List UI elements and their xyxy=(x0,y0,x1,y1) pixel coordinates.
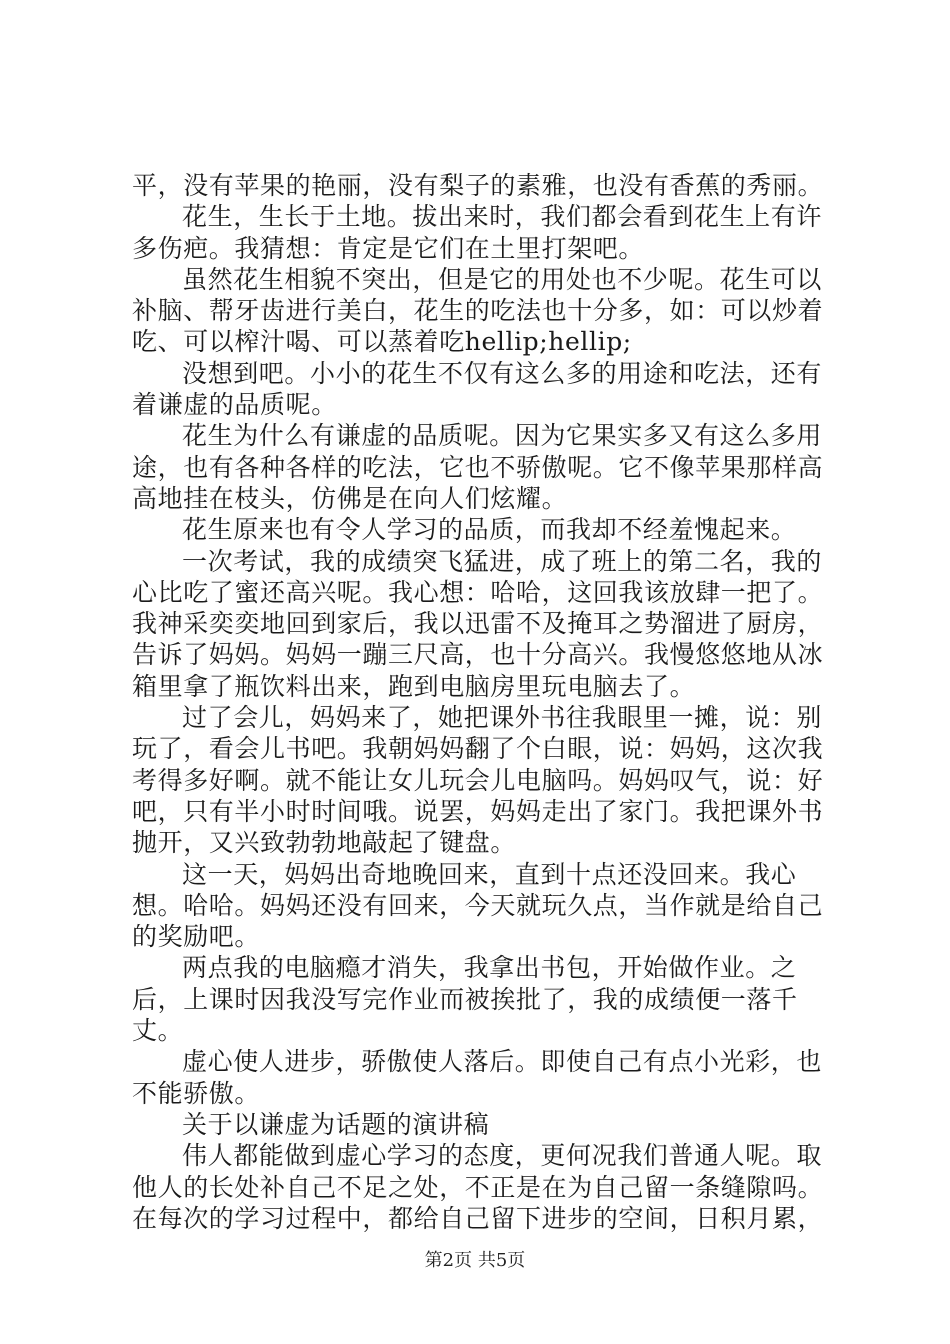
section-heading: 关于以谦虚为话题的演讲稿 xyxy=(182,1109,490,1139)
paragraph-7: 一次考试，我的成绩突飞猛进，成了班上的第二名，我的心比吃了蜜还高兴呢。我心想：哈哈，这回我该放肆一把了。我神采奕奕地回到家后，我以迅雷不及掩耳之势溜进了厨房，告诉了妈妈。妈妈一蹦三尺高，也十分高兴。我慢悠悠地从冰箱里拿了瓶饮料出来，跑到电脑房里玩电脑去了。 xyxy=(132,546,824,701)
page-number-footer: 第2页 共5页 xyxy=(424,1250,526,1271)
paragraph-10: 两点我的电脑瘾才消失，我拿出书包，开始做作业。之后，上课时因我没写完作业而被挨批了，我的成绩便一落千丈。 xyxy=(132,953,798,1046)
paragraph-12: 伟人都能做到虚心学习的态度，更何况我们普通人呢。取他人的长处补自己不足之处，不正是在为自己留一条缝隙吗。在每次的学习过程中，都给自己留下进步的空间，日积月累， xyxy=(132,1141,824,1233)
paragraph-8: 过了会儿，妈妈来了，她把课外书往我眼里一摊，说：别玩了，看会儿书吧。我朝妈妈翻了个白眼，说：妈妈，这次我考得多好啊。就不能让女儿玩会儿电脑吗。妈妈叹气，说：好吧，只有半小时时间哦。说罢，妈妈走出了家门。我把课外书抛开，又兴致勃勃地敲起了键盘。 xyxy=(132,703,824,858)
paragraph-1: 平，没有苹果的艳丽，没有梨子的素雅，也没有香蕉的秀丽。 xyxy=(132,171,824,200)
paragraph-5: 花生为什么有谦虚的品质呢。因为它果实多又有这么多用途，也有各种各样的吃法，它也不骄傲呢。它不像苹果那样高高地挂在枝头，仿佛是在向人们炫耀。 xyxy=(132,421,824,513)
paragraph-11: 虚心使人进步，骄傲使人落后。即使自己有点小光彩，也不能骄傲。 xyxy=(132,1047,823,1108)
paragraph-3: 虽然花生相貌不突出，但是它的用处也不少呢。花生可以补脑、帮牙齿进行美白，花生的吃法也十分多，如：可以炒着吃、可以榨汁喝、可以蒸着吃hellip;hellip; xyxy=(132,264,824,357)
paragraph-2: 花生，生长于土地。拔出来时，我们都会看到花生上有许多伤疤。我猜想：肯定是它们在土里打架吧。 xyxy=(132,202,823,263)
document-body xyxy=(132,170,840,1234)
paragraph-6: 花生原来也有令人学习的品质，而我却不经羞愧起来。 xyxy=(182,515,797,545)
paragraph-4: 没想到吧。小小的花生不仅有这么多的用途和吃法，还有着谦虚的品质呢。 xyxy=(132,358,823,420)
paragraph-9: 这一天，妈妈出奇地晚回来，直到十点还没回来。我心想。哈哈。妈妈还没有回来，今天就玩久点，当作就是给自己的奖励吧。 xyxy=(132,859,824,952)
